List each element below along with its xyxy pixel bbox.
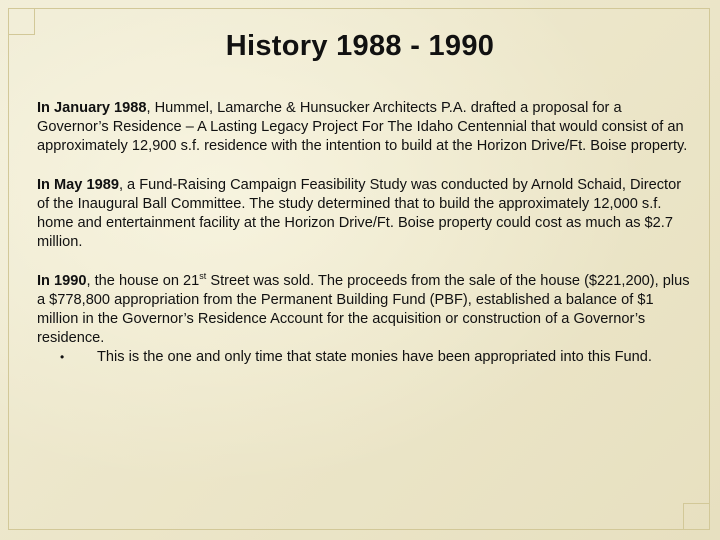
ordinal-superscript: st [199,271,207,282]
slide-body [37,99,697,367]
paragraph-text: Street was sold. The proceeds from the sale of the house ($221,200), plus a $778,800 appropriation from the Permanent Building Fund (PBF), established a balance of $1 million in the Governor’s Residence Account for the acquisition or construction of a Governor’s residence. [37,273,690,346]
slide-title: History 1988 - 1990 [225,30,495,62]
paragraph-text: , a Fund-Raising Campaign Feasibility Study was conducted by Arnold Schaid, Director of the Inaugural Ball Committee. The study determined that to build the approximately 12,000 s.f. home and entertainment facility at the Horizon Drive/Ft. Boise property could cost as much as $2.7 million. [37,177,682,250]
paragraph-1990 [37,272,697,348]
paragraph-1989 [37,176,697,252]
paragraph-text: , the house on 21 [86,273,200,289]
corner-ornament-bottom-right [683,503,709,529]
bullet-text: This is the one and only time that state monies have been appropriated into this Fund. [97,349,652,365]
bullet-item [37,348,697,367]
paragraph-lead: In January 1988 [37,100,147,116]
paragraph-lead: In May 1989 [37,177,119,193]
paragraph-text: , Hummel, Lamarche & Hunsucker Architects P.A. drafted a proposal for a Governor’s Residence – A Lasting Legacy Project For The Idaho Centennial that would consist of an approximately 12,900 s.f. residence with the intention to build at the Horizon Drive/Ft. Boise property. [37,100,688,154]
paragraph-1988 [37,99,697,156]
paragraph-lead: In 1990 [37,273,87,289]
bullet-icon: • [60,350,65,364]
